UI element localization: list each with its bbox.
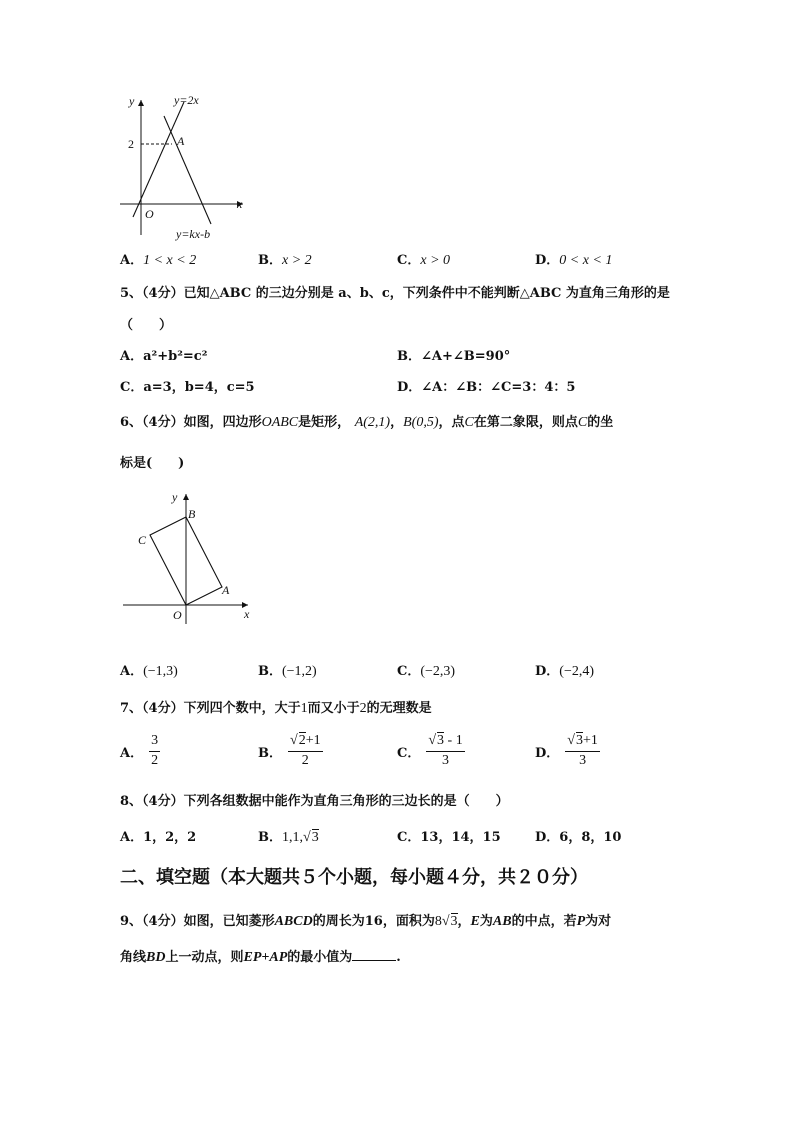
q8-option-d[interactable] xyxy=(535,826,621,845)
q6-option-a[interactable] xyxy=(120,660,178,680)
option-text: ∠A+∠B=90° xyxy=(421,349,511,364)
option-text: 0 < x < 1 xyxy=(559,253,613,268)
option-text: (−1,2) xyxy=(282,664,317,679)
option-letter: D． xyxy=(535,664,560,679)
numerator-tail: - 1 xyxy=(444,733,463,748)
option-text: 13，14，15 xyxy=(420,830,501,845)
q6-point-b: B(0,5) xyxy=(403,415,439,430)
q9-text: 的中点，若 xyxy=(511,914,577,929)
option-text: x > 0 xyxy=(420,253,451,268)
numerator-tail: +1 xyxy=(305,733,321,748)
q5-stem-bracket: （ ） xyxy=(120,318,173,333)
fraction xyxy=(426,734,464,768)
option-letter: A． xyxy=(120,664,144,679)
q9-text: ，面积为 xyxy=(382,914,435,929)
option-text: 1，2，2 xyxy=(143,830,197,845)
option-letter: D． xyxy=(535,253,560,268)
option-letter: D． xyxy=(397,380,422,395)
label-point-a: A xyxy=(177,134,185,148)
q7-stem xyxy=(120,697,432,717)
q7-number: 2 xyxy=(359,701,367,716)
option-letter: C． xyxy=(120,380,144,395)
q4-option-d[interactable] xyxy=(535,249,612,269)
option-text: (−2,4) xyxy=(559,664,595,679)
option-text: a²+b²=c² xyxy=(143,349,208,364)
denominator: 3 xyxy=(442,752,450,768)
q5-option-a[interactable] xyxy=(120,345,207,364)
q9-text: 角线 xyxy=(120,950,147,965)
q6-stem-line2: 标是( ) xyxy=(120,456,185,471)
q9-point-p: P xyxy=(576,914,586,929)
q9-text: 9、（4分）如图，已知菱形 xyxy=(120,914,275,929)
q9-segment-ab: AB xyxy=(492,914,512,929)
q6-point-c: C xyxy=(464,415,474,430)
radicand: 3 xyxy=(450,914,458,929)
q6-text: 的坐 xyxy=(587,415,614,430)
option-letter: C． xyxy=(397,253,421,268)
label-x: x xyxy=(244,607,250,621)
label-point-c: C xyxy=(138,533,147,547)
q6-shape: OABC xyxy=(261,415,299,430)
option-text: 1,1, xyxy=(282,830,303,845)
sqrt-sign: √ xyxy=(428,733,437,748)
q6-stem xyxy=(120,411,613,431)
option-letter: C． xyxy=(397,830,421,845)
radicand: 3 xyxy=(437,733,445,748)
label-point-b: B xyxy=(188,507,196,521)
q9-text: ， xyxy=(457,914,471,929)
option-letter: A． xyxy=(120,253,144,268)
option-letter: A． xyxy=(120,745,144,761)
q6-text: ，点 xyxy=(438,415,465,430)
q6-point-a: A(2,1) xyxy=(354,415,391,430)
q9-diagonal-bd: BD xyxy=(146,950,166,965)
q7-text: 7、（4分）下列四个数中，大于 xyxy=(120,701,301,716)
option-letter: A． xyxy=(120,830,144,845)
q6-text: 6、（4分）如图，四边形 xyxy=(120,415,262,430)
option-text: (−1,3) xyxy=(143,664,178,679)
q6-text: 是矩形， xyxy=(298,415,351,430)
q9-text: . xyxy=(396,950,401,965)
sqrt-sign: √ xyxy=(567,733,575,748)
fraction xyxy=(149,734,160,768)
q6-text: ， xyxy=(390,415,404,430)
numerator: 3 xyxy=(149,734,160,752)
q6-option-b[interactable] xyxy=(258,660,317,680)
option-letter: A． xyxy=(120,349,144,364)
q7-text: 而又小于 xyxy=(307,701,360,716)
q9-text: 上一动点，则 xyxy=(165,950,244,965)
denominator: 2 xyxy=(301,752,309,768)
option-letter: C． xyxy=(397,664,421,679)
q9-shape: ABCD xyxy=(274,914,313,929)
option-letter: B． xyxy=(258,664,282,679)
option-text: 6，8，10 xyxy=(559,830,622,845)
option-letter: B． xyxy=(258,745,282,761)
option-letter: D． xyxy=(535,745,560,761)
sqrt-sign: √ xyxy=(303,830,311,845)
label-origin: O xyxy=(173,608,182,622)
option-letter: C． xyxy=(397,745,421,761)
q7-option-a[interactable] xyxy=(120,734,160,768)
option-text: a=3，b=4，c=5 xyxy=(143,380,255,395)
q6-option-d[interactable] xyxy=(535,660,594,680)
q6-point-c: C xyxy=(577,415,588,430)
fraction xyxy=(288,734,323,768)
label-two: 2 xyxy=(128,137,134,151)
radicand: 3 xyxy=(311,830,319,845)
label-x: x xyxy=(237,197,243,211)
sqrt-sign: √ xyxy=(290,733,298,748)
q9-text: 的最小值为 xyxy=(287,950,353,965)
section-heading: 二、填空题（本大题共５个小题，每小题４分，共２０分） xyxy=(120,867,588,888)
q9-text: 为 xyxy=(479,914,493,929)
q8-option-c[interactable] xyxy=(397,826,501,845)
q7-number: 1 xyxy=(300,701,308,716)
option-letter: B． xyxy=(258,253,282,268)
q8-option-b[interactable] xyxy=(258,826,319,846)
label-y: y xyxy=(129,94,135,108)
q6-text: 在第二象限，则点 xyxy=(473,415,578,430)
q7-option-b[interactable] xyxy=(258,734,323,768)
figure-linear-functions xyxy=(112,90,262,242)
label-point-a: A xyxy=(222,583,230,597)
option-text: x > 2 xyxy=(282,253,312,268)
q9-number: 8 xyxy=(434,914,442,929)
q9-number: 16 xyxy=(364,914,383,929)
q5-option-d[interactable] xyxy=(397,376,575,395)
numerator xyxy=(426,734,464,752)
denominator: 3 xyxy=(579,752,587,768)
q9-point-e: E xyxy=(470,914,480,929)
q6-option-c[interactable] xyxy=(397,660,455,680)
q5-option-c[interactable] xyxy=(120,376,255,395)
q9-stem xyxy=(120,910,611,930)
numerator xyxy=(288,734,323,752)
q9-text: 为对 xyxy=(585,914,612,929)
numerator-tail: +1 xyxy=(582,733,598,748)
option-text: ∠A：∠B：∠C=3：4：5 xyxy=(421,380,576,395)
option-letter: D． xyxy=(535,830,560,845)
q7-option-c[interactable] xyxy=(397,734,465,768)
q5-stem: 5、（4分）已知△ABC 的三边分别是 a、b、c，下列条件中不能判断△ABC 为直角三角形的是 xyxy=(120,286,670,301)
q4-option-b[interactable] xyxy=(258,249,312,269)
label-origin: O xyxy=(145,207,154,221)
q9-stem-line2 xyxy=(120,946,401,966)
label-y: y xyxy=(172,490,178,504)
q5-option-b[interactable] xyxy=(397,345,510,364)
q4-option-c[interactable] xyxy=(397,249,450,269)
option-text: 1 < x < 2 xyxy=(143,253,197,268)
fraction xyxy=(565,734,600,768)
label-line-2x: y=2x xyxy=(174,93,199,107)
line-y-kx-b xyxy=(164,116,211,224)
q7-option-d[interactable] xyxy=(535,734,600,768)
radicand: 2 xyxy=(298,733,306,748)
radicand: 3 xyxy=(575,733,583,748)
q8-stem: 8、（4分）下列各组数据中能作为直角三角形的三边长的是（ ） xyxy=(120,794,509,809)
figure-rectangle-oabc xyxy=(118,488,268,626)
option-text: (−2,3) xyxy=(420,664,456,679)
q9-text: 的周长为 xyxy=(312,914,365,929)
q4-option-a[interactable] xyxy=(120,249,196,269)
answer-blank[interactable] xyxy=(352,948,396,961)
numerator xyxy=(565,734,600,752)
option-letter: B． xyxy=(397,349,421,364)
q7-text: 的无理数是 xyxy=(366,701,432,716)
sqrt-sign: √ xyxy=(441,914,450,929)
q8-option-a[interactable] xyxy=(120,826,196,845)
denominator: 2 xyxy=(151,752,159,768)
label-line-kx-b: y=kx-b xyxy=(176,227,211,241)
q9-expression: EP+AP xyxy=(243,950,288,965)
option-letter: B． xyxy=(258,830,282,845)
